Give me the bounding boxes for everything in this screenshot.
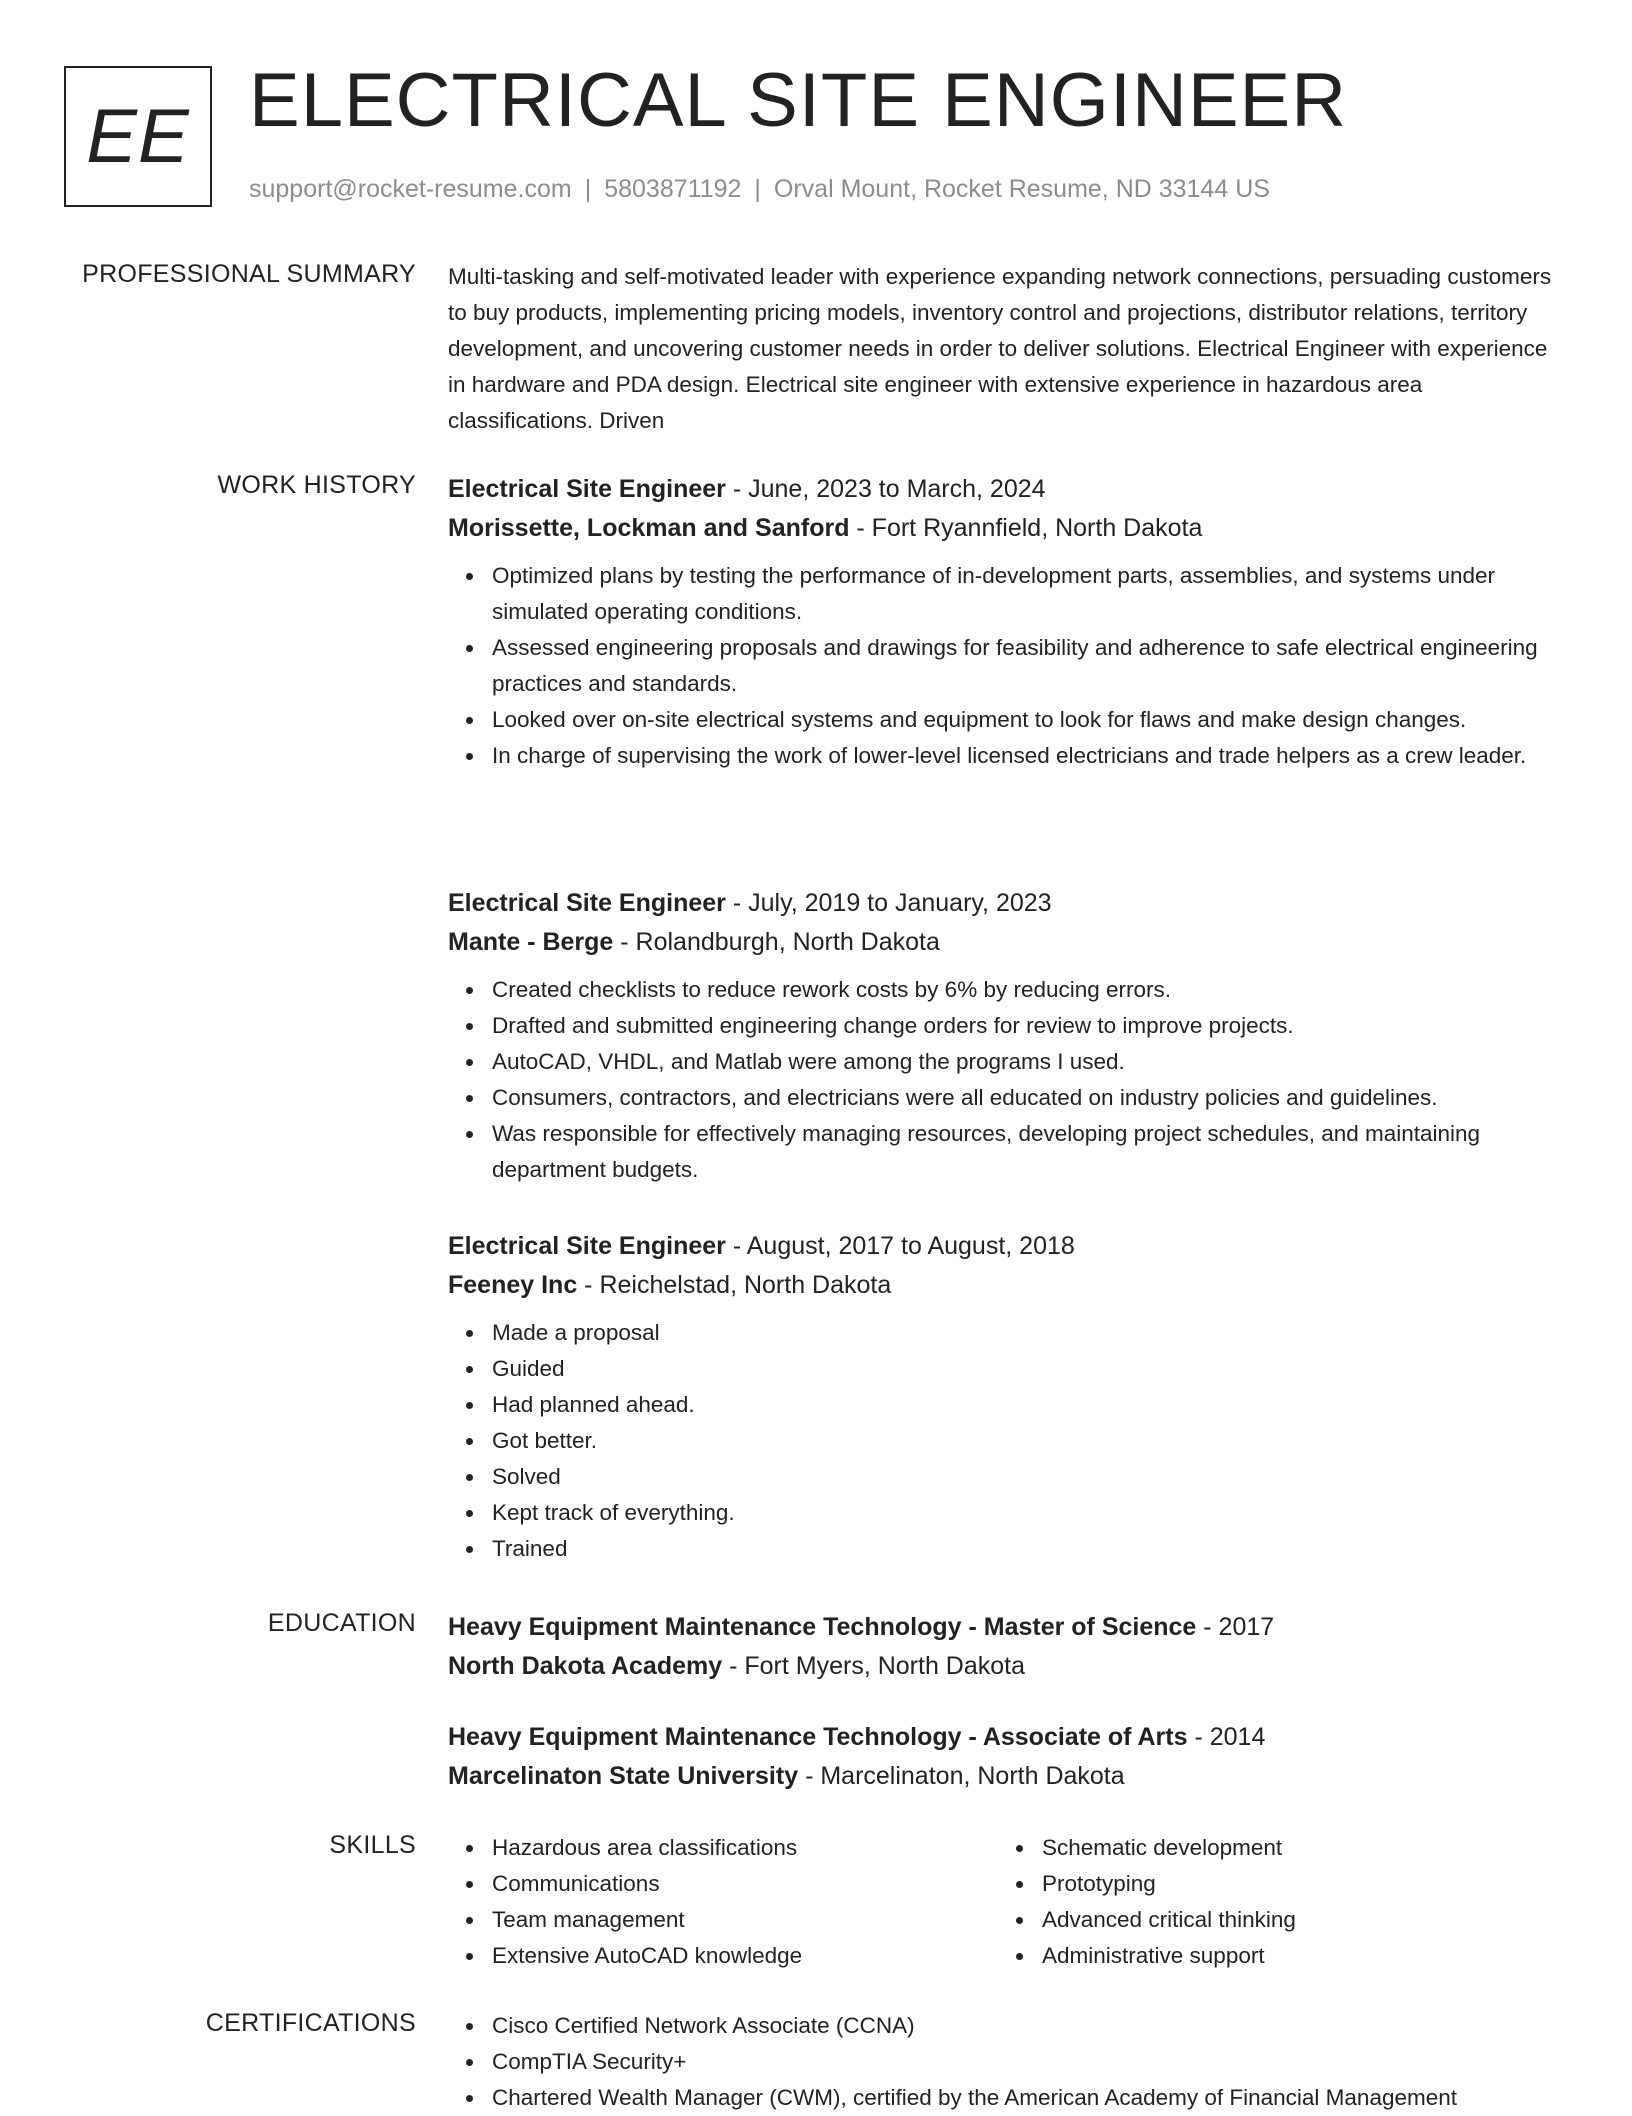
job-dates: - June, 2023 to March, 2024 <box>725 475 1046 503</box>
skills-column-right <box>998 1830 1538 1974</box>
certifications-heading: CERTIFICATIONS <box>205 2009 416 2037</box>
list-item: Optimized plans by testing the performance of in-development parts, assemblies, and systems under simulated operating conditions. <box>492 558 1558 630</box>
list-item: Looked over on-site electrical systems and equipment to look for flaws and make design changes. <box>492 702 1558 738</box>
resume-title: ELECTRICAL SITE ENGINEER <box>249 58 1348 143</box>
job-entry <box>448 884 1558 1188</box>
degree: Heavy Equipment Maintenance Technology - Associate of Arts <box>448 1723 1188 1751</box>
degree: Heavy Equipment Maintenance Technology - Master of Science <box>448 1613 1197 1641</box>
contact-email: support@rocket-resume.com <box>249 175 572 203</box>
school-location: - Marcelinaton, North Dakota <box>798 1762 1125 1790</box>
job-bullets <box>448 1315 1558 1567</box>
skills-heading: SKILLS <box>329 1831 416 1859</box>
job-entry <box>448 1227 1558 1567</box>
skill-item: Extensive AutoCAD knowledge <box>492 1938 988 1974</box>
degree-year: - 2014 <box>1187 1723 1266 1751</box>
skill-item: Communications <box>492 1866 988 1902</box>
job-title-line <box>448 1227 1558 1266</box>
degree-line <box>448 1608 1558 1647</box>
work-history-heading: WORK HISTORY <box>217 471 416 499</box>
monogram-logo: EE <box>64 66 212 207</box>
job-location: - Rolandburgh, North Dakota <box>613 928 940 956</box>
list-item: Had planned ahead. <box>492 1387 1558 1423</box>
skills-list <box>998 1830 1538 1974</box>
list-item: Assessed engineering proposals and drawings for feasibility and adherence to safe electrical engineering practices and standards. <box>492 630 1558 702</box>
education-entry <box>448 1718 1558 1796</box>
list-item: Got better. <box>492 1423 1558 1459</box>
job-company: Mante - Berge <box>448 928 614 956</box>
skill-item: Administrative support <box>1042 1938 1538 1974</box>
school-location: - Fort Myers, North Dakota <box>722 1652 1026 1680</box>
skill-item: Advanced critical thinking <box>1042 1902 1538 1938</box>
skill-item: Schematic development <box>1042 1830 1538 1866</box>
list-item: Drafted and submitted engineering change orders for review to improve projects. <box>492 1008 1558 1044</box>
list-item: AutoCAD, VHDL, and Matlab were among the programs I used. <box>492 1044 1558 1080</box>
list-item: Made a proposal <box>492 1315 1558 1351</box>
skills-list <box>448 1830 988 1974</box>
job-location: - Reichelstad, North Dakota <box>577 1271 892 1299</box>
skill-item: Prototyping <box>1042 1866 1538 1902</box>
list-item: Solved <box>492 1459 1558 1495</box>
list-item: In charge of supervising the work of lower-level licensed electricians and trade helpers as a crew leader. <box>492 738 1558 774</box>
certification-item: Cisco Certified Network Associate (CCNA) <box>492 2008 1558 2044</box>
job-title: Electrical Site Engineer <box>448 889 726 917</box>
list-item: Trained <box>492 1531 1558 1567</box>
school-line <box>448 1647 1558 1686</box>
summary-heading: PROFESSIONAL SUMMARY <box>82 260 416 288</box>
certifications-list <box>448 2008 1558 2116</box>
contact-line <box>249 175 1270 204</box>
list-item: Was responsible for effectively managing resources, developing project schedules, and maintaining department budgets. <box>492 1116 1558 1188</box>
job-bullets <box>448 558 1558 774</box>
school: Marcelinaton State University <box>448 1762 799 1790</box>
job-company: Feeney Inc <box>448 1271 578 1299</box>
summary-text: Multi-tasking and self-motivated leader with experience expanding network connections, persuading customers to buy products, implementing pricing models, inventory control and projections, distributor relations, territory development, and uncovering customer needs in order to deliver solutions. Electrical Engineer with experience in hardware and PDA design. Electrical site engineer with extensive experience in hazardous area classifications. Driven <box>448 264 1552 433</box>
job-company-line <box>448 1266 1558 1305</box>
education-entry <box>448 1608 1558 1686</box>
contact-separator: | <box>584 175 592 203</box>
list-item: Consumers, contractors, and electricians were all educated on industry policies and guidelines. <box>492 1080 1558 1116</box>
job-dates: - July, 2019 to January, 2023 <box>725 889 1052 917</box>
education-heading: EDUCATION <box>267 1609 416 1637</box>
job-location: - Fort Ryannfield, North Dakota <box>849 514 1203 542</box>
skills-column-left <box>448 1830 988 1974</box>
list-item: Guided <box>492 1351 1558 1387</box>
contact-phone: 5803871192 <box>604 175 742 203</box>
degree-line <box>448 1718 1558 1757</box>
job-title: Electrical Site Engineer <box>448 1232 726 1260</box>
contact-separator: | <box>754 175 761 203</box>
skill-item: Hazardous area classifications <box>492 1830 988 1866</box>
job-entry <box>448 470 1558 774</box>
list-item: Created checklists to reduce rework costs by 6% by reducing errors. <box>492 972 1558 1008</box>
job-company-line <box>448 509 1558 548</box>
school: North Dakota Academy <box>448 1652 723 1680</box>
job-company-line <box>448 923 1558 962</box>
school-line <box>448 1757 1558 1796</box>
skill-item: Team management <box>492 1902 988 1938</box>
job-dates: - August, 2017 to August, 2018 <box>725 1232 1075 1260</box>
job-title: Electrical Site Engineer <box>448 475 726 503</box>
certification-item: CompTIA Security+ <box>492 2044 1558 2080</box>
contact-address: Orval Mount, Rocket Resume, ND 33144 US <box>773 175 1270 203</box>
job-title-line <box>448 470 1558 509</box>
list-item: Kept track of everything. <box>492 1495 1558 1531</box>
job-company: Morissette, Lockman and Sanford <box>448 514 850 542</box>
degree-year: - 2017 <box>1196 1613 1275 1641</box>
job-title-line <box>448 884 1558 923</box>
job-bullets <box>448 972 1558 1188</box>
certification-item: Chartered Wealth Manager (CWM), certified by the American Academy of Financial Management <box>492 2080 1558 2116</box>
